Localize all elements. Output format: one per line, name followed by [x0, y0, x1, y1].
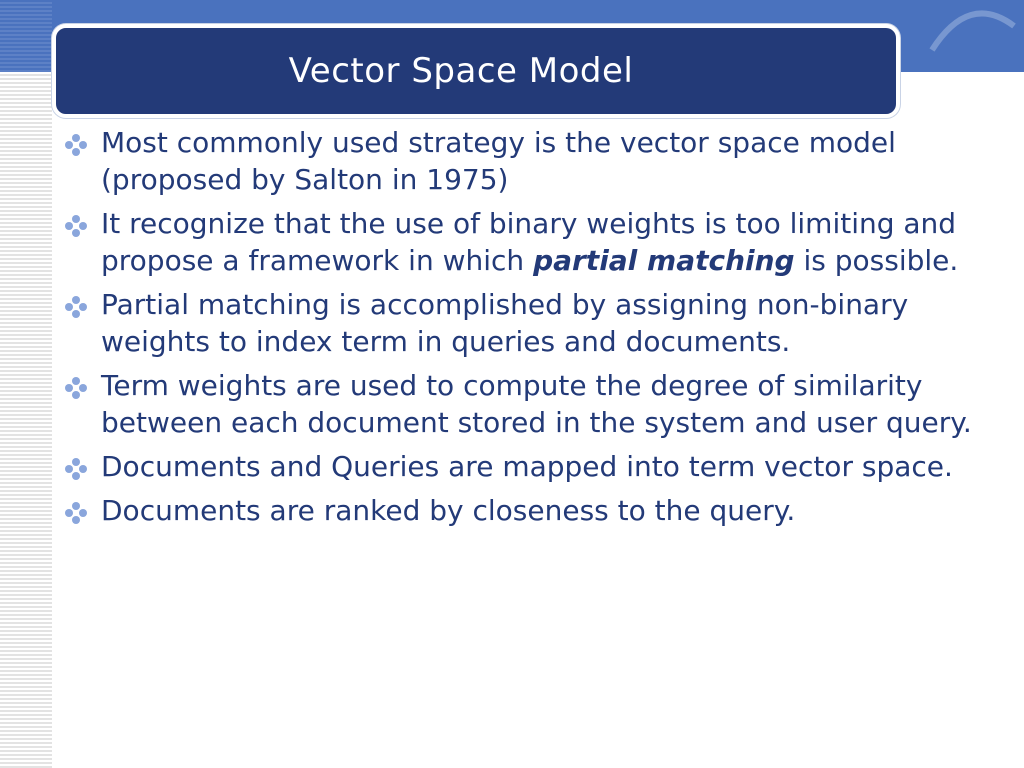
bullet-item: [64, 286, 984, 360]
header-stripe-decoration: [0, 0, 52, 72]
bullet-item: [64, 448, 984, 485]
diamond-bullet-icon: [64, 214, 88, 238]
diamond-bullet-icon: [64, 133, 88, 157]
bullet-emphasis: partial matching: [533, 244, 795, 277]
bullet-text-after: is possible.: [794, 244, 959, 277]
slide-title: Vector Space Model: [288, 51, 634, 91]
bullet-text: [101, 207, 958, 277]
diamond-bullet-icon: [64, 295, 88, 319]
bullet-item: [64, 124, 984, 198]
title-banner: [52, 24, 900, 118]
bullet-text: Documents are ranked by closeness to the query.: [101, 494, 796, 527]
diamond-bullet-icon: [64, 457, 88, 481]
bullet-list: [64, 124, 984, 536]
bullet-text: Partial matching is accomplished by assigning non-binary weights to index term in queries and documents.: [101, 288, 909, 358]
diamond-bullet-icon: [64, 501, 88, 525]
left-stripe-decoration: [0, 0, 52, 768]
diamond-bullet-icon: [64, 376, 88, 400]
bullet-item: [64, 367, 984, 441]
bullet-text: Term weights are used to compute the degree of similarity between each document stored in the system and user query.: [101, 369, 972, 439]
bullet-text-before: It recognize that the use of binary weights is too limiting and propose a framework in which: [101, 207, 957, 277]
bullet-text: Documents and Queries are mapped into term vector space.: [101, 450, 953, 483]
corner-arc-decoration: [914, 0, 1024, 72]
bullet-item: [64, 492, 984, 529]
bullet-text: Most commonly used strategy is the vector space model (proposed by Salton in 1975): [101, 126, 896, 196]
bullet-item: [64, 205, 984, 279]
